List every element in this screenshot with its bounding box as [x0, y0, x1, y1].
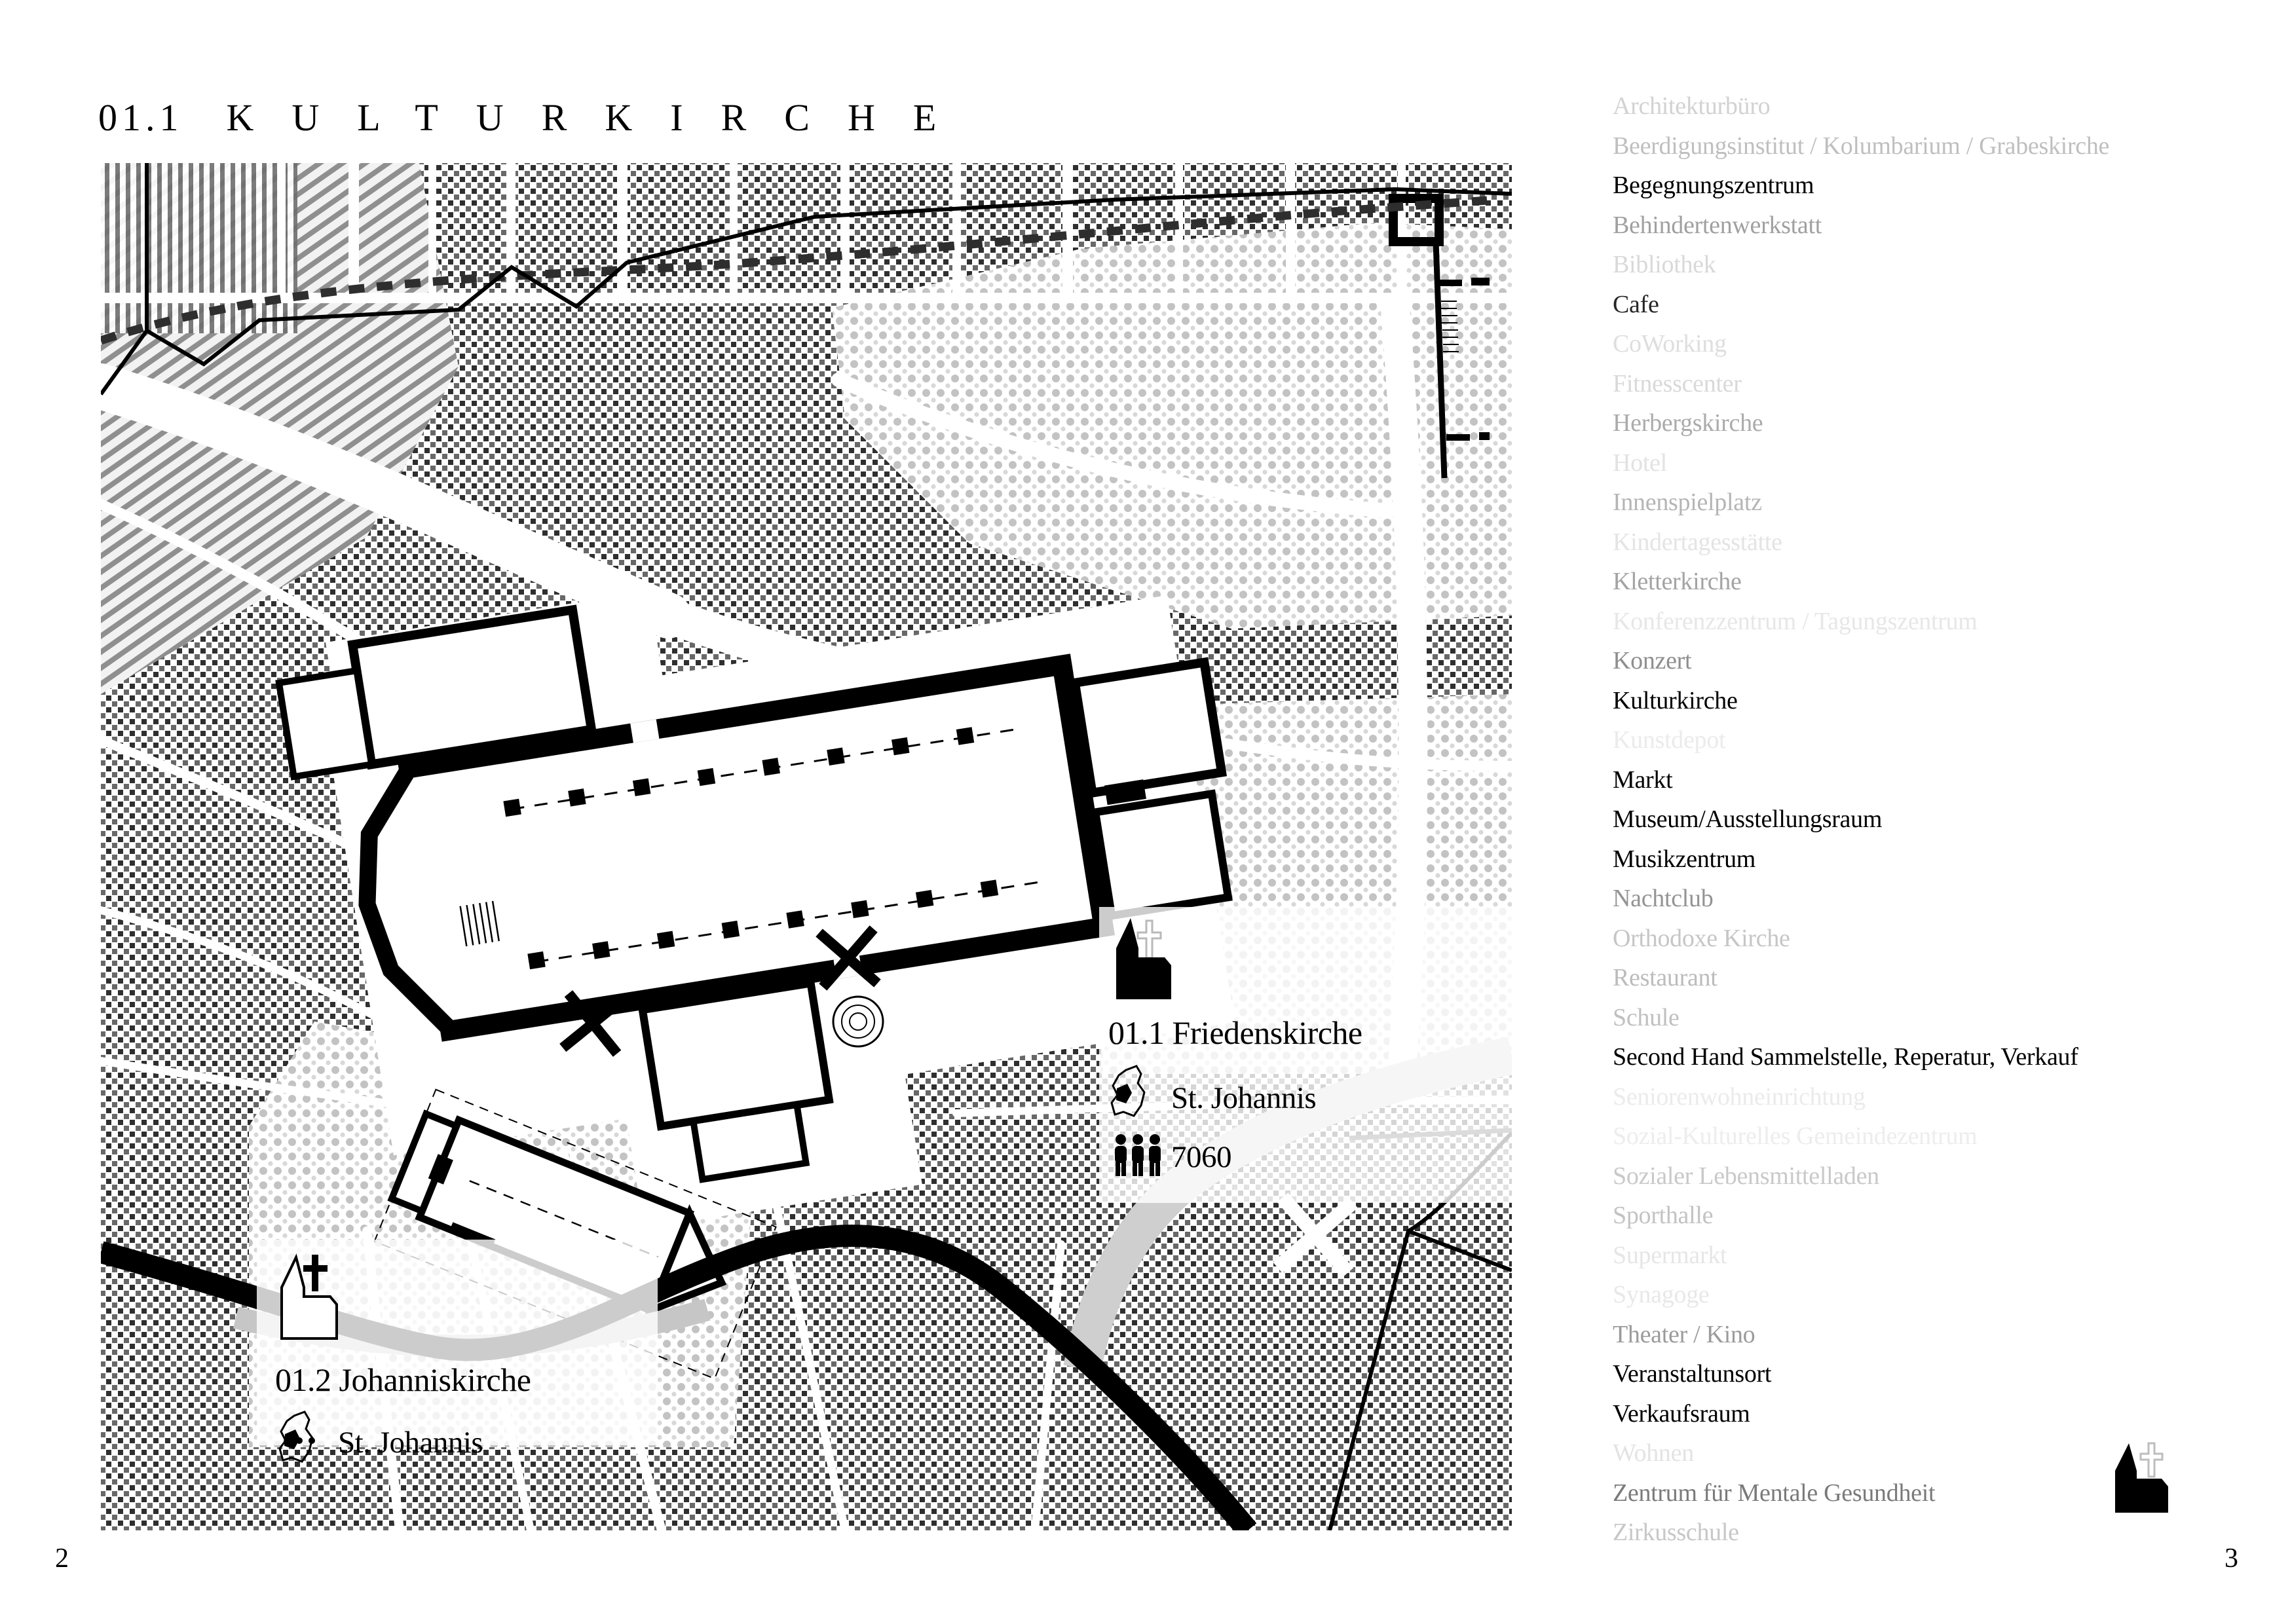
page-number-right: 3 [2224, 1543, 2238, 1574]
legend-item: Nachtclub [1613, 885, 1714, 912]
legend-item: Verkaufsraum [1613, 1399, 1750, 1428]
legend-item: Museum/Ausstellungsraum [1613, 805, 1883, 833]
legend-item: Architekturbüro [1613, 92, 1771, 120]
church-icon [1112, 912, 1178, 1003]
legend-item: Supermarkt [1613, 1241, 1727, 1269]
people-icon [1114, 1134, 1166, 1177]
legend-item: Innenspielplatz [1613, 489, 1762, 516]
legend-item: Herbergskirche [1613, 409, 1763, 437]
legend-item: Seniorenwohneinrichtung [1613, 1082, 1866, 1111]
map-label-title-1: 01.1 Friedenskirche [1108, 1014, 1362, 1051]
legend-item: Musikzentrum [1613, 845, 1756, 873]
legend-item: Cafe [1613, 290, 1659, 318]
legend-item: Kulturkirche [1613, 686, 1738, 714]
legend-item: Markt [1613, 766, 1673, 794]
legend-item: Zirkusschule [1613, 1519, 1739, 1546]
round-plaza [833, 997, 883, 1046]
legend-item: Restaurant [1613, 964, 1718, 991]
legend-item: Sporthalle [1613, 1202, 1714, 1229]
legend-item: Zentrum für Mentale Gesundheit [1613, 1479, 1936, 1507]
legend-item: CoWorking [1613, 330, 1727, 358]
legend-item: Kindertagesstätte [1613, 528, 1782, 556]
legend-item: Bibliothek [1613, 251, 1716, 278]
cross-icon [2141, 1443, 2162, 1477]
legend-item: Hotel [1613, 449, 1667, 477]
map-label-title-2: 01.2 Johanniskirche [275, 1361, 531, 1398]
page-title-number: 01.1 [98, 96, 183, 139]
legend-item: Fitnesscenter [1613, 369, 1742, 397]
legend-item: Synagoge [1613, 1281, 1710, 1308]
map-label-district-2: St. Johannis [338, 1426, 483, 1460]
cross-icon [1138, 921, 1161, 958]
church-outline-icon [278, 1251, 343, 1342]
church-logo-icon [2112, 1439, 2179, 1517]
legend-item: Kunstdepot [1613, 726, 1726, 754]
legend-item: Second Hand Sammelstelle, Reperatur, Verkauf [1613, 1043, 2078, 1071]
page-title [98, 96, 974, 139]
legend-item: Begegnungszentrum [1613, 172, 1814, 199]
map-label-district-1: St. Johannis [1171, 1081, 1317, 1115]
legend-item: Kletterkirche [1613, 568, 1742, 595]
page-title-text: KULTURKIRCHE [226, 96, 975, 139]
legend-item: Behindertenwerkstatt [1613, 211, 1822, 239]
legend-item: Konferenzzentrum / Tagungszentrum [1613, 607, 1978, 635]
legend-item: Konzert [1613, 647, 1692, 674]
legend-item: Beerdigungsinstitut / Kolumbarium / Grabeskirche [1613, 132, 2110, 160]
legend-item: Theater / Kino [1613, 1320, 1755, 1348]
map-label-population-1: 7060 [1171, 1140, 1231, 1174]
page-number-left: 2 [55, 1543, 69, 1574]
railyard-platforms [101, 163, 297, 333]
district-icon [278, 1408, 328, 1471]
legend-item: Schule [1613, 1003, 1680, 1031]
district-icon [1110, 1062, 1159, 1125]
program-legend [1613, 86, 2274, 1553]
legend-item: Wohnen [1613, 1439, 1694, 1467]
legend-item: Veranstaltunsort [1613, 1360, 1772, 1388]
legend-item: Sozial-Kulturelles Gemeindezentrum [1613, 1122, 1978, 1150]
legend-item: Orthodoxe Kirche [1613, 924, 1790, 952]
legend-item: Sozialer Lebensmittelladen [1613, 1162, 1879, 1190]
cross-icon [303, 1255, 328, 1291]
